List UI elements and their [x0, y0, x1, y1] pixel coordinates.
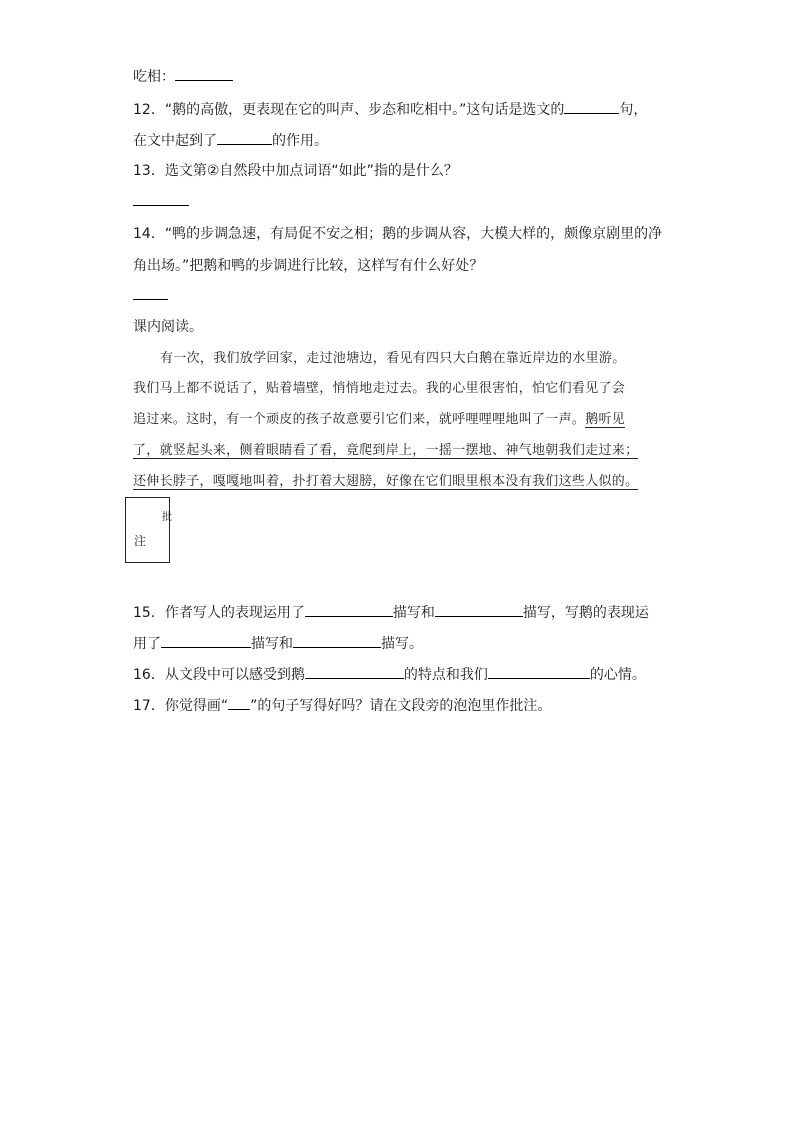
answer-blank[interactable]: [488, 664, 590, 679]
question-14-line-1: 14．“鸭的步调急速，有局促不安之相；鹅的步调从容，大模大样的，颇像京剧里的净: [133, 226, 663, 242]
q12-text-c: 在文中起到了: [133, 133, 217, 149]
eating-line: [133, 66, 233, 87]
q16-text-b: 的特点和我们: [403, 667, 488, 683]
answer-line[interactable]: [133, 299, 168, 300]
underlined-text: 了，就竖起头来，侧着眼睛看了看，竟爬到岸上，一摇一摆地、神气地朝我们走过来；: [133, 443, 639, 458]
question-14-line-2: 角出场。”把鹅和鸭的步调进行比较，这样写有什么好处？: [133, 258, 484, 274]
answer-blank[interactable]: [161, 633, 251, 648]
annotation-bubble[interactable]: [125, 497, 170, 563]
underlined-text: 鹅听见: [585, 412, 626, 427]
answer-blank[interactable]: [435, 602, 523, 617]
passage-line-4: [133, 442, 638, 460]
q12-text-d: 的作用。: [272, 133, 328, 149]
passage-line-1: 有一次，我们放学回家，走过池塘边，看见有四只大白鹅在靠近岸边的水里游。: [160, 351, 626, 366]
annotation-char-1: 批: [162, 512, 172, 523]
q16-text-a: 16．从文段中可以感受到鹅: [133, 667, 305, 683]
q15-text-c: 描写，写鹅的表现运: [522, 605, 649, 621]
q12-text-a: 12．“鹅的高傲，更表现在它的叫声、步态和吃相中。”这句话是选文的: [133, 102, 565, 118]
q12-text-b: 句，: [619, 102, 648, 118]
question-16: [133, 664, 646, 685]
q15-text-f: 描写。: [381, 636, 423, 652]
passage-line-5: [133, 473, 638, 491]
q17-text-a: 17．你觉得画“: [133, 698, 229, 714]
passage-line-2: 我们马上都不说话了，贴着墙壁，悄悄地走过去。我的心里很害怕，怕它们看见了会: [133, 381, 626, 396]
eating-label: 吃相：: [133, 69, 175, 85]
underline-sample: [228, 695, 250, 710]
q15-text-b: 描写和: [392, 605, 435, 621]
passage-line-3-text: 追过来。这时，有一个顽皮的孩子故意要引它们来，就呼哩哩哩地叫了一声。: [133, 412, 586, 427]
question-12-line-2: [133, 130, 328, 151]
answer-blank[interactable]: [564, 99, 619, 114]
answer-line[interactable]: [133, 205, 189, 206]
answer-blank[interactable]: [175, 66, 233, 81]
answer-blank[interactable]: [305, 664, 404, 679]
question-15-line-2: [133, 633, 423, 654]
answer-blank[interactable]: [305, 602, 393, 617]
q15-text-a: 15．作者写人的表现运用了: [133, 605, 305, 621]
underlined-text: 还伸长脖子，嘎嘎地叫着，扑打着大翅膀，好像在它们眼里根本没有我们这些人似的。: [133, 474, 639, 489]
answer-blank[interactable]: [293, 633, 381, 648]
q15-text-d: 用了: [133, 636, 161, 652]
answer-blank[interactable]: [217, 130, 272, 145]
q16-text-c: 的心情。: [589, 667, 646, 683]
annotation-char-2: 注: [134, 534, 147, 548]
question-15-line-1: [133, 602, 649, 623]
passage-line-3: [133, 411, 625, 429]
section-title: 课内阅读。: [133, 319, 203, 335]
question-13: 13．选文第②自然段中加点词语“如此”指的是什么？: [133, 163, 458, 179]
question-17: [133, 695, 551, 716]
question-12-line-1: [133, 99, 647, 120]
q17-text-b: ”的句子写得好吗？请在文段旁的泡泡里作批注。: [250, 698, 552, 714]
q15-text-e: 描写和: [251, 636, 293, 652]
